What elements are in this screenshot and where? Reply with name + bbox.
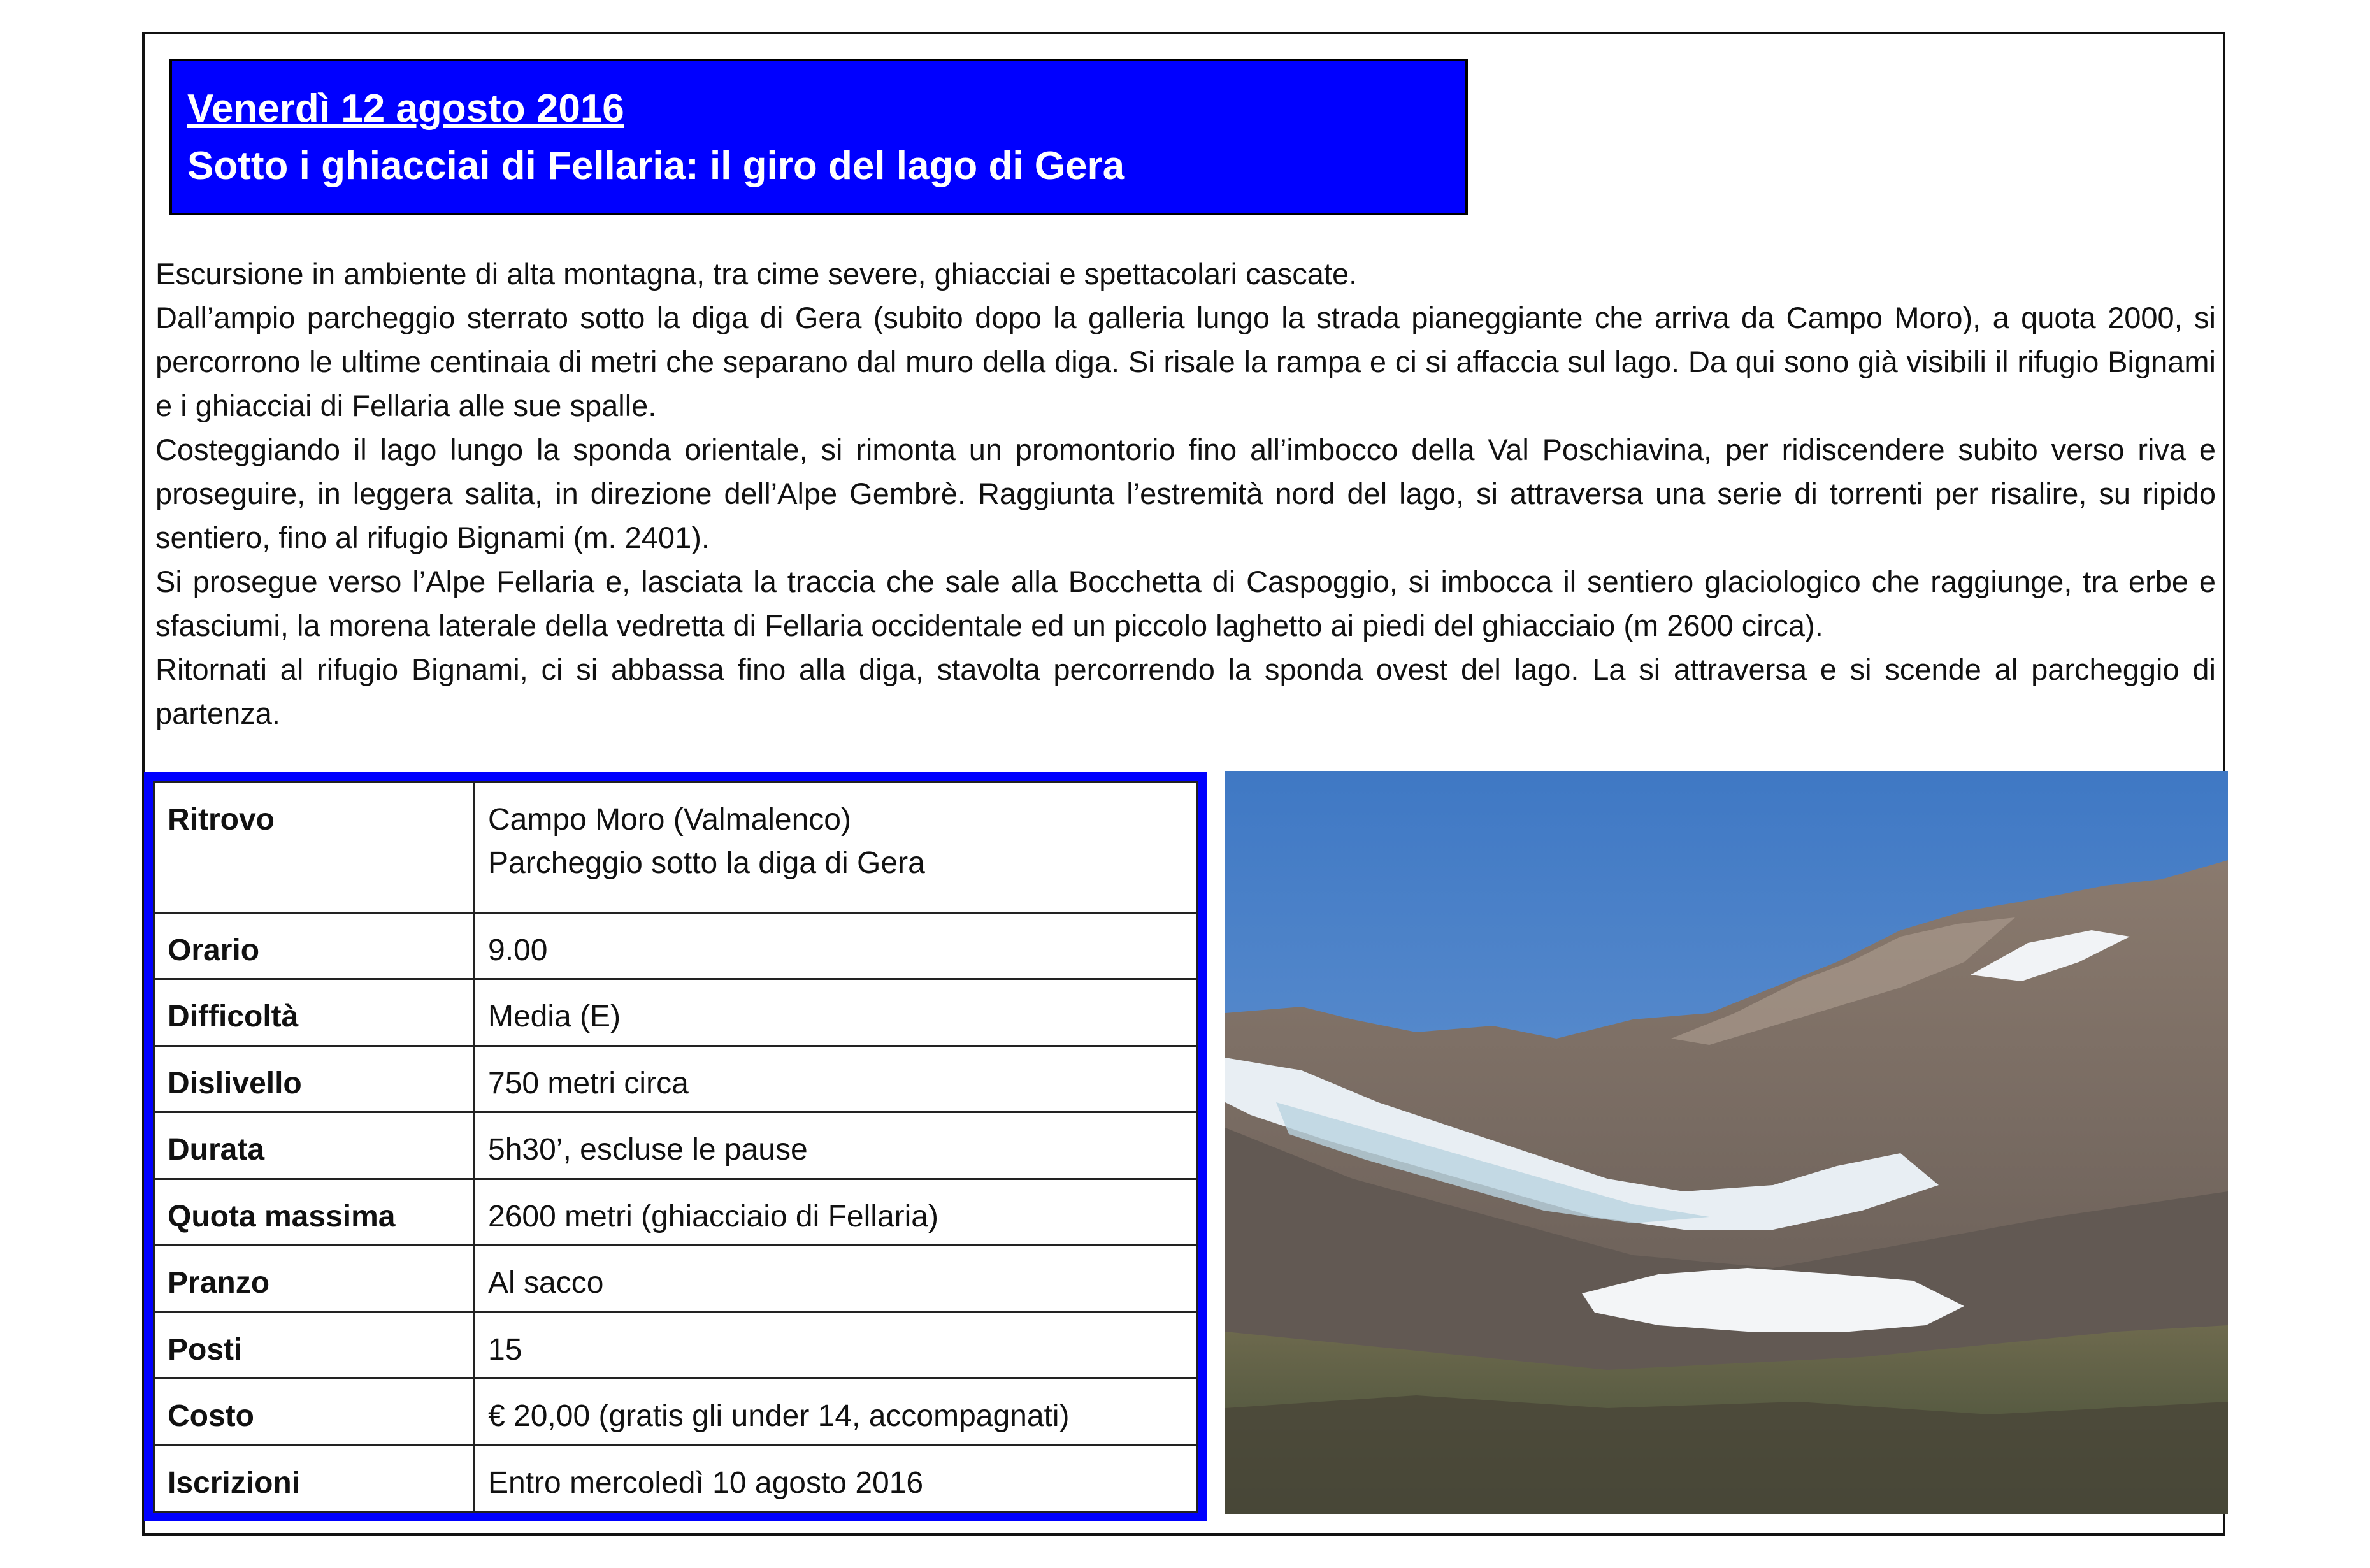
table-row — [154, 1312, 1197, 1378]
mountain-landscape-image — [1225, 771, 2228, 1514]
row-value-posti: 15 — [475, 1312, 1197, 1378]
row-label-pranzo: Pranzo — [154, 1246, 475, 1312]
row-label-durata: Durata — [154, 1112, 475, 1179]
title-box — [169, 59, 1468, 215]
row-value-dislivello: 750 metri circa — [475, 1046, 1197, 1112]
table-row — [154, 1179, 1197, 1245]
row-label-iscrizioni: Iscrizioni — [154, 1445, 475, 1512]
info-table-frame — [144, 772, 1207, 1521]
description-paragraph: Si prosegue verso l’Alpe Fellaria e, lasciata la traccia che sale alla Bocchetta di Caspoggio, si imbocca il sentiero glaciologico che raggiunge, tra erbe e sfasciumi, la morena laterale della vedretta di Fellaria occidentale ed un piccolo laghetto ai piedi del ghiacciaio (m 2600 circa). — [155, 565, 2216, 642]
row-value-iscrizioni: Entro mercoledì 10 agosto 2016 — [475, 1445, 1197, 1512]
table-row — [154, 1445, 1197, 1512]
row-label-ritrovo: Ritrovo — [154, 782, 475, 913]
description — [155, 252, 2216, 735]
row-label-posti: Posti — [154, 1312, 475, 1378]
table-row — [154, 1046, 1197, 1112]
glacier-photo — [1225, 771, 2228, 1514]
description-paragraph: Dall’ampio parcheggio sterrato sotto la diga di Gera (subito dopo la galleria lungo la strada pianeggiante che arriva da Campo Moro), a quota 2000, si percorrono le ultime centinaia di metri che separano dal muro della diga. Si risale la rampa e ci si affaccia sul lago. Da qui sono già visibili il rifugio Bignami e i ghiacciai di Fellaria alle sue spalle. — [155, 301, 2216, 422]
row-label-dislivello: Dislivello — [154, 1046, 475, 1112]
row-label-difficolta: Difficoltà — [154, 979, 475, 1046]
table-row — [154, 913, 1197, 979]
table-row — [154, 1112, 1197, 1179]
row-value-costo: € 20,00 (gratis gli under 14, accompagnati) — [475, 1379, 1197, 1445]
ritrovo-line-1: Campo Moro (Valmalenco) — [488, 803, 851, 837]
row-label-costo: Costo — [154, 1379, 475, 1445]
table-row — [154, 1379, 1197, 1445]
row-value-orario: 9.00 — [475, 913, 1197, 979]
table-row — [154, 979, 1197, 1046]
info-table — [153, 781, 1198, 1513]
row-value-ritrovo — [475, 782, 1197, 913]
table-row — [154, 1246, 1197, 1312]
event-title: Sotto i ghiacciai di Fellaria: il giro del lago di Gera — [187, 144, 1125, 188]
row-value-pranzo: Al sacco — [475, 1246, 1197, 1312]
row-value-difficolta: Media (E) — [475, 979, 1197, 1046]
row-value-durata: 5h30’, escluse le pause — [475, 1112, 1197, 1179]
row-value-quota-massima: 2600 metri (ghiacciaio di Fellaria) — [475, 1179, 1197, 1245]
row-label-orario: Orario — [154, 913, 475, 979]
event-date: Venerdì 12 agosto 2016 — [187, 87, 624, 131]
description-paragraph: Costeggiando il lago lungo la sponda orientale, si rimonta un promontorio fino all’imbocco della Val Poschiavina, per ridiscendere subito verso riva e proseguire, in leggera salita, in direzione dell’Alpe Gembrè. Raggiunta l’estremità nord del lago, si attraversa una serie di torrenti per risalire, su ripido sentiero, fino al rifugio Bignami (m. 2401). — [155, 433, 2216, 554]
row-label-quota-massima: Quota massima — [154, 1179, 475, 1245]
table-row — [154, 782, 1197, 913]
description-paragraph: Escursione in ambiente di alta montagna, tra cime severe, ghiacciai e spettacolari cascate. — [155, 257, 1358, 291]
ritrovo-line-2: Parcheggio sotto la diga di Gera — [488, 846, 925, 880]
description-paragraph: Ritornati al rifugio Bignami, ci si abbassa fino alla diga, stavolta percorrendo la sponda ovest del lago. La si attraversa e si scende al parcheggio di partenza. — [155, 652, 2216, 730]
